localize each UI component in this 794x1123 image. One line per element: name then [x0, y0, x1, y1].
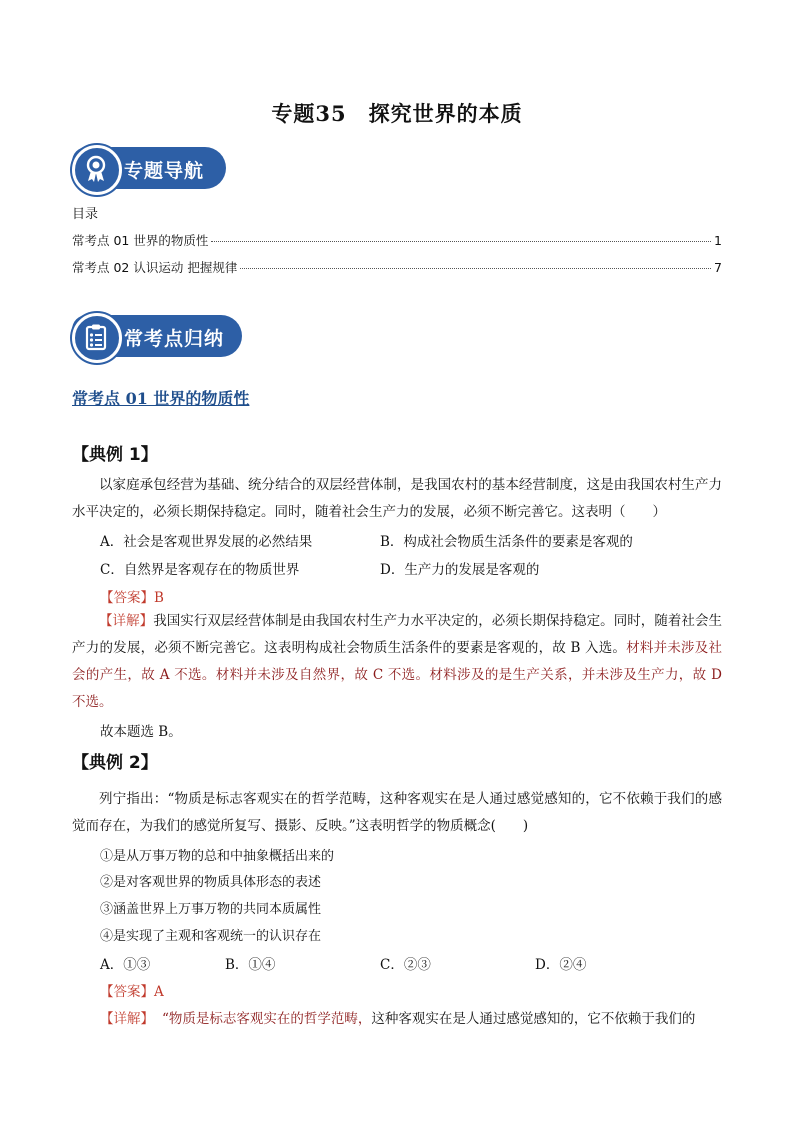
example-1-option-b: B．构成社会物质生活条件的要素是客观的 [380, 534, 633, 550]
example-2-option-b: B．①④ [225, 957, 276, 973]
answer-value: A [154, 984, 164, 1000]
example-1-option-a: A．社会是客观世界发展的必然结果 [100, 534, 313, 550]
detail-text-highlight: “物质是标志客观实在的哲学范畴， [162, 1011, 372, 1027]
detail-text: 这种客观实在是人通过感觉感知的，它不依赖于我们的 [371, 1011, 696, 1027]
example-2-stem: 列宁指出：“物质是标志客观实在的哲学范畴，这种客观实在是人通过感觉感知的，它不依赖于我们的感觉而存在，为我们的感觉所复写、摄影、反映。”这表明哲学的物质概念( ) [72, 791, 722, 834]
toc-item-label: 常考点 01 世界的物质性 [72, 233, 209, 248]
example-1-option-c: C．自然界是客观存在的物质世界 [100, 562, 300, 578]
example-2-option-d: D．②④ [535, 957, 587, 973]
example-1-label: 【典例 1】 [72, 445, 158, 465]
example-2-answer [100, 980, 164, 1000]
example-2-statement-4: ④是实现了主观和客观统一的认识存在 [100, 929, 322, 944]
key-points-label: 常考点归纳 [124, 328, 225, 350]
answer-label: 【答案】 [100, 984, 154, 1000]
example-1-stem: 以家庭承包经营为基础、统分结合的双层经营体制，是我国农村的基本经营制度，这是由我国农村生产力水平决定的，必须长期保持稳定。同时，随着社会生产力的发展，必须不断完善它。这表明（ ） [72, 477, 722, 520]
example-2-option-a: A．①③ [100, 957, 151, 973]
detail-text: 我国实行双层经营体制是由我国农村生产力水平决定的，必须长期保持稳定。同时，随着社会生产力的发展，必须不断完善它。这表明构成社会物质生活条件的要素是客观的，故 B 入选。 [72, 613, 723, 656]
key-points-banner [72, 315, 242, 357]
toc-item-page: 1 [714, 233, 722, 248]
answer-value: B [154, 590, 164, 606]
example-2-statement-2: ②是对客观世界的物质具体形态的表述 [100, 875, 322, 890]
toc-dot-leader [240, 268, 711, 269]
toc-dot-leader [211, 241, 711, 242]
example-2-statement-1: ①是从万事万物的总和中抽象概括出来的 [100, 849, 335, 864]
toc-item-02[interactable] [72, 258, 722, 276]
toc-item-01[interactable] [72, 231, 722, 249]
topic-navigation-label: 专题导航 [124, 160, 205, 182]
example-1-answer [100, 586, 164, 606]
clipboard-checklist-icon [72, 313, 122, 363]
detail-text-highlight: 材料并未涉及社会的产生，故 A 不选。材料并未涉及自然界，故 C 不选。材料涉及的是生产关系，并未涉及生产力，故 D 不选。 [72, 640, 722, 710]
answer-label: 【答案】 [100, 590, 154, 606]
toc-item-label: 常考点 02 认识运动 把握规律 [72, 260, 238, 275]
detail-label: 【详解】 [100, 1011, 154, 1027]
example-2-option-c: C．②③ [380, 957, 431, 973]
example-1-detail [72, 608, 722, 716]
example-2-detail [100, 1007, 730, 1027]
topic-navigation-banner [72, 147, 226, 189]
example-2-statement-3: ③涵盖世界上万事万物的共同本质属性 [100, 902, 322, 917]
toc-item-page: 7 [714, 260, 722, 275]
example-1-conclusion: 故本题选 B。 [100, 724, 182, 740]
page-title: 专题35 探究世界的本质 [271, 101, 523, 126]
toc-heading: 目录 [72, 207, 99, 222]
detail-label: 【详解】 [99, 613, 154, 629]
section-heading-01[interactable]: 常考点 01 世界的物质性 [72, 389, 250, 408]
example-2-label: 【典例 2】 [72, 753, 158, 773]
award-ribbon-icon [72, 145, 122, 195]
example-1-option-d: D．生产力的发展是客观的 [380, 562, 540, 578]
